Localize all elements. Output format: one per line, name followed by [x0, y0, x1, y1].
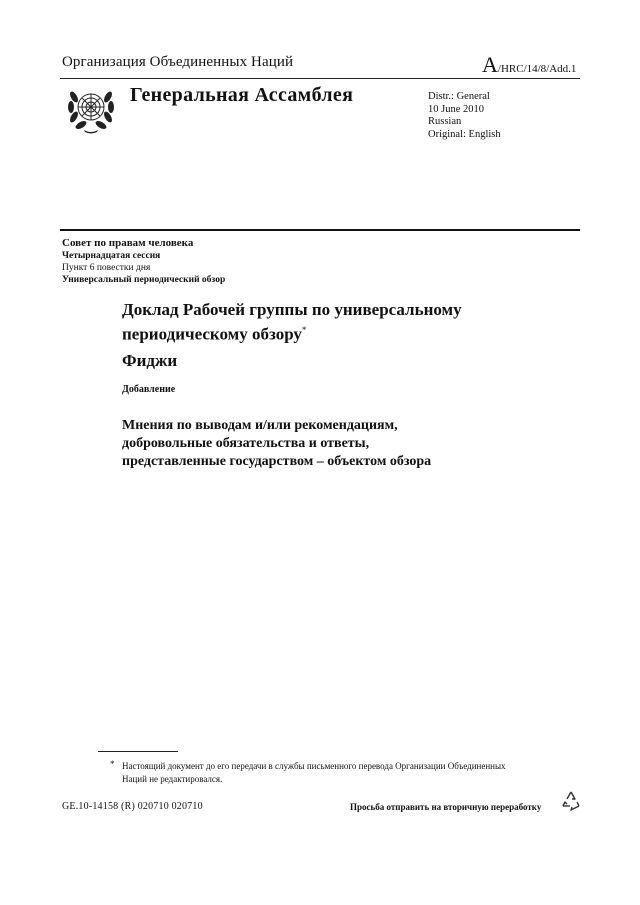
footnote-text: Настоящий документ до его передачи в службы письменного перевода Организации Объединенных Наций не редактировался.	[122, 761, 506, 784]
footnote-rule	[98, 751, 178, 752]
recycle-icon	[560, 790, 582, 812]
subtitle-line: добровольные обязательства и ответы,	[122, 436, 370, 451]
language: Russian	[428, 116, 462, 128]
subtitle	[122, 417, 582, 471]
job-number: GE.10-14158 (R) 020710 020710	[62, 801, 203, 812]
document-symbol	[482, 52, 576, 78]
footnote-marker: *	[110, 759, 115, 769]
subtitle-line: Мнения по выводам и/или рекомендациям,	[122, 418, 398, 433]
addendum-label: Добавление	[122, 384, 176, 395]
organization-name: Организация Объединенных Наций	[62, 54, 294, 70]
assembly-title: Генеральная Ассамблея	[130, 84, 354, 106]
session-name: Четырнадцатая сессия	[62, 251, 161, 261]
agenda-item: Пункт 6 повестки дня	[62, 263, 151, 273]
section-rule	[60, 229, 580, 231]
recycle-note: Просьба отправить на вторичную переработку	[350, 802, 542, 812]
symbol-letter: A	[482, 52, 498, 77]
distribution-block	[428, 91, 501, 141]
report-title	[122, 299, 562, 345]
country-name: Фиджи	[122, 351, 178, 370]
council-name: Совет по правам человека	[62, 237, 194, 249]
report-title-text: Доклад Рабочей группы по универсальному периодическому обзору	[122, 300, 462, 344]
distribution: Distr.: General	[428, 91, 490, 102]
original-language: Original: English	[428, 128, 501, 140]
review-name: Универсальный периодический обзор	[62, 275, 226, 285]
header-rule	[60, 78, 580, 79]
subtitle-line: представленные государством – объектом обзора	[122, 454, 432, 469]
title-footnote-marker: *	[301, 325, 307, 335]
symbol-code: /HRC/14/8/Add.1	[497, 63, 577, 75]
issue-date: 10 June 2010	[428, 103, 484, 115]
un-emblem-icon	[64, 83, 118, 135]
